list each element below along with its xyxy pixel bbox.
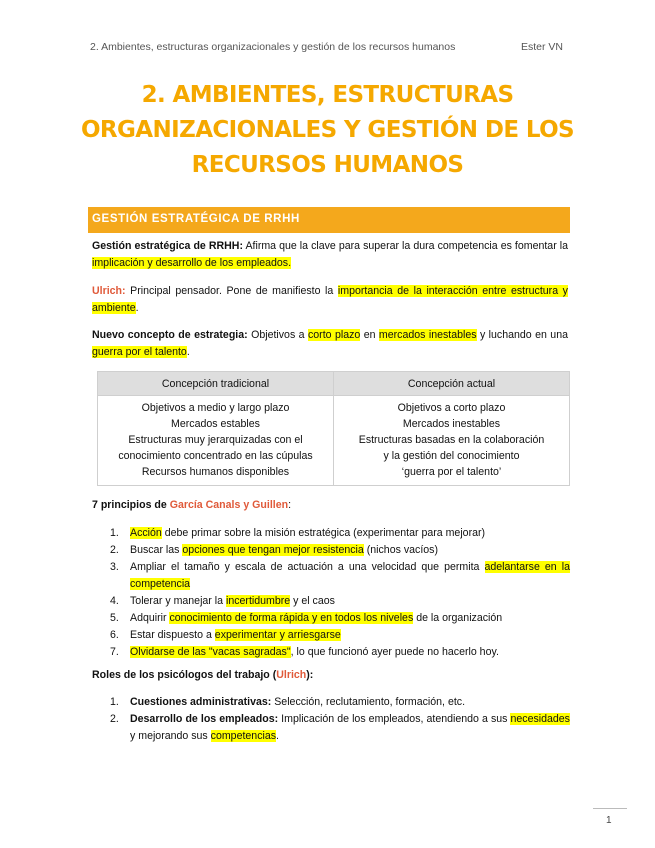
text: Buscar las [130,544,183,556]
highlight: opciones que tengan mejor resistencia [182,544,364,556]
author-name: Ulrich: [92,285,126,297]
footer-divider [593,808,627,809]
text: , lo que funcionó ayer puede no hacerlo hoy. [290,646,499,658]
term: Cuestiones administrativas: [130,696,272,708]
cell-line: conocimiento concentrado en las cúpulas [118,450,313,462]
author-name: García Canals y Guillen [169,499,289,511]
paragraph-ulrich [92,283,568,317]
list-number: 5. [110,612,119,624]
list-number: 7. [110,646,119,658]
text: : [288,499,292,511]
title-line: ORGANIZACIONALES Y GESTIÓN DE LOS [80,117,575,143]
principles-list [110,525,570,661]
text: (nichos vacíos) [363,544,438,556]
table-header: Concepción tradicional [98,372,334,396]
text: y luchando en una [476,329,568,341]
text: debe primar sobre la misión estratégica (experimentar para mejorar) [161,527,486,539]
cell-line: Mercados estables [171,418,260,430]
paragraph-estrategia [92,327,568,361]
list-item [110,525,570,542]
highlight: guerra por el talento [92,346,187,358]
text: Implicación de los empleados, atendiendo a sus [278,713,511,725]
section-heading: GESTIÓN ESTRATÉGICA DE RRHH [92,213,300,225]
section-heading-bar [88,207,570,233]
title-line: 2. AMBIENTES, ESTRUCTURAS [141,82,514,108]
text: Ampliar el tamaño y escala de actuación a una velocidad que permita [130,561,485,573]
list-item [110,711,570,745]
text: Objetivos a [247,329,308,341]
table-header: Concepción actual [334,372,570,396]
comparison-table [97,371,570,486]
cell-line: y la gestión del conocimiento [383,450,520,462]
term: Gestión estratégica de RRHH: [92,240,243,252]
cell-line: ‘guerra por el talento’ [401,466,502,478]
term: Desarrollo de los empleados: [130,713,279,725]
text: y mejorando sus [130,730,211,742]
list-number: 1. [110,527,119,539]
text: y el caos [290,595,335,607]
list-item [110,593,570,610]
highlight: conocimiento de forma rápida y en todos los niveles [169,612,414,624]
highlight: implicación y desarrollo de los empleados. [92,257,292,269]
cell-line: Objetivos a medio y largo plazo [141,402,290,414]
paragraph-gestion [92,238,568,272]
list-number: 2. [110,713,119,725]
roles-list [110,694,570,745]
term: Nuevo concepto de estrategia: [92,329,248,341]
highlight: competencias [210,730,277,742]
highlight: adelantarse en la competencia [130,561,570,590]
list-item [110,644,570,661]
text: ): [306,669,314,681]
term: Roles de los psicólogos del trabajo ( [92,669,277,681]
principles-intro [92,497,568,514]
cell-line: Mercados inestables [402,418,501,430]
list-item [110,559,570,593]
list-number: 4. [110,595,119,607]
text: Adquirir [130,612,170,624]
highlight: Olvidarse de las "vacas sagradas" [130,646,291,658]
term: 7 principios de [92,499,170,511]
text: . [186,346,190,358]
table-cell-traditional [98,396,334,486]
highlight: incertidumbre [225,595,291,607]
text: Selección, reclutamiento, formación, etc. [271,696,466,708]
text: Principal pensador. Pone de manifiesto la [125,285,338,297]
text: Afirma que la clave para superar la dura competencia es fomentar la [243,240,569,252]
text: de la organización [413,612,503,624]
cell-line: Objetivos a corto plazo [397,402,506,414]
cell-line: Estructuras basadas en la colaboración [358,434,545,446]
list-item [110,542,570,559]
text: Estar dispuesto a [130,629,215,641]
list-item [110,627,570,644]
page-number: 1 [606,815,612,826]
text: en [360,329,379,341]
highlight: importancia de la interacción entre estructura y ambiente [92,285,568,314]
roles-intro [92,667,568,684]
text: Tolerar y manejar la [130,595,226,607]
list-item [110,694,570,711]
cell-line: Estructuras muy jerarquizadas con el [128,434,303,446]
running-header-title: 2. Ambientes, estructuras organizacionales y gestión de los recursos humanos [90,41,456,53]
list-number: 1. [110,696,119,708]
page-title [70,78,585,183]
text: . [276,730,279,742]
list-number: 2. [110,544,119,556]
list-item [110,610,570,627]
highlight: necesidades [510,713,570,725]
highlight: Acción [130,527,162,539]
list-number: 6. [110,629,119,641]
cell-line: Recursos humanos disponibles [141,466,290,478]
author-name: Ulrich [276,669,307,681]
running-header-author: Ester VN [521,41,564,53]
text: . [135,302,139,314]
title-line: RECURSOS HUMANOS [191,152,464,178]
highlight: mercados inestables [378,329,477,341]
list-number: 3. [110,561,119,573]
highlight: experimentar y arriesgarse [214,629,341,641]
highlight: corto plazo [307,329,361,341]
table-cell-current [334,396,570,486]
